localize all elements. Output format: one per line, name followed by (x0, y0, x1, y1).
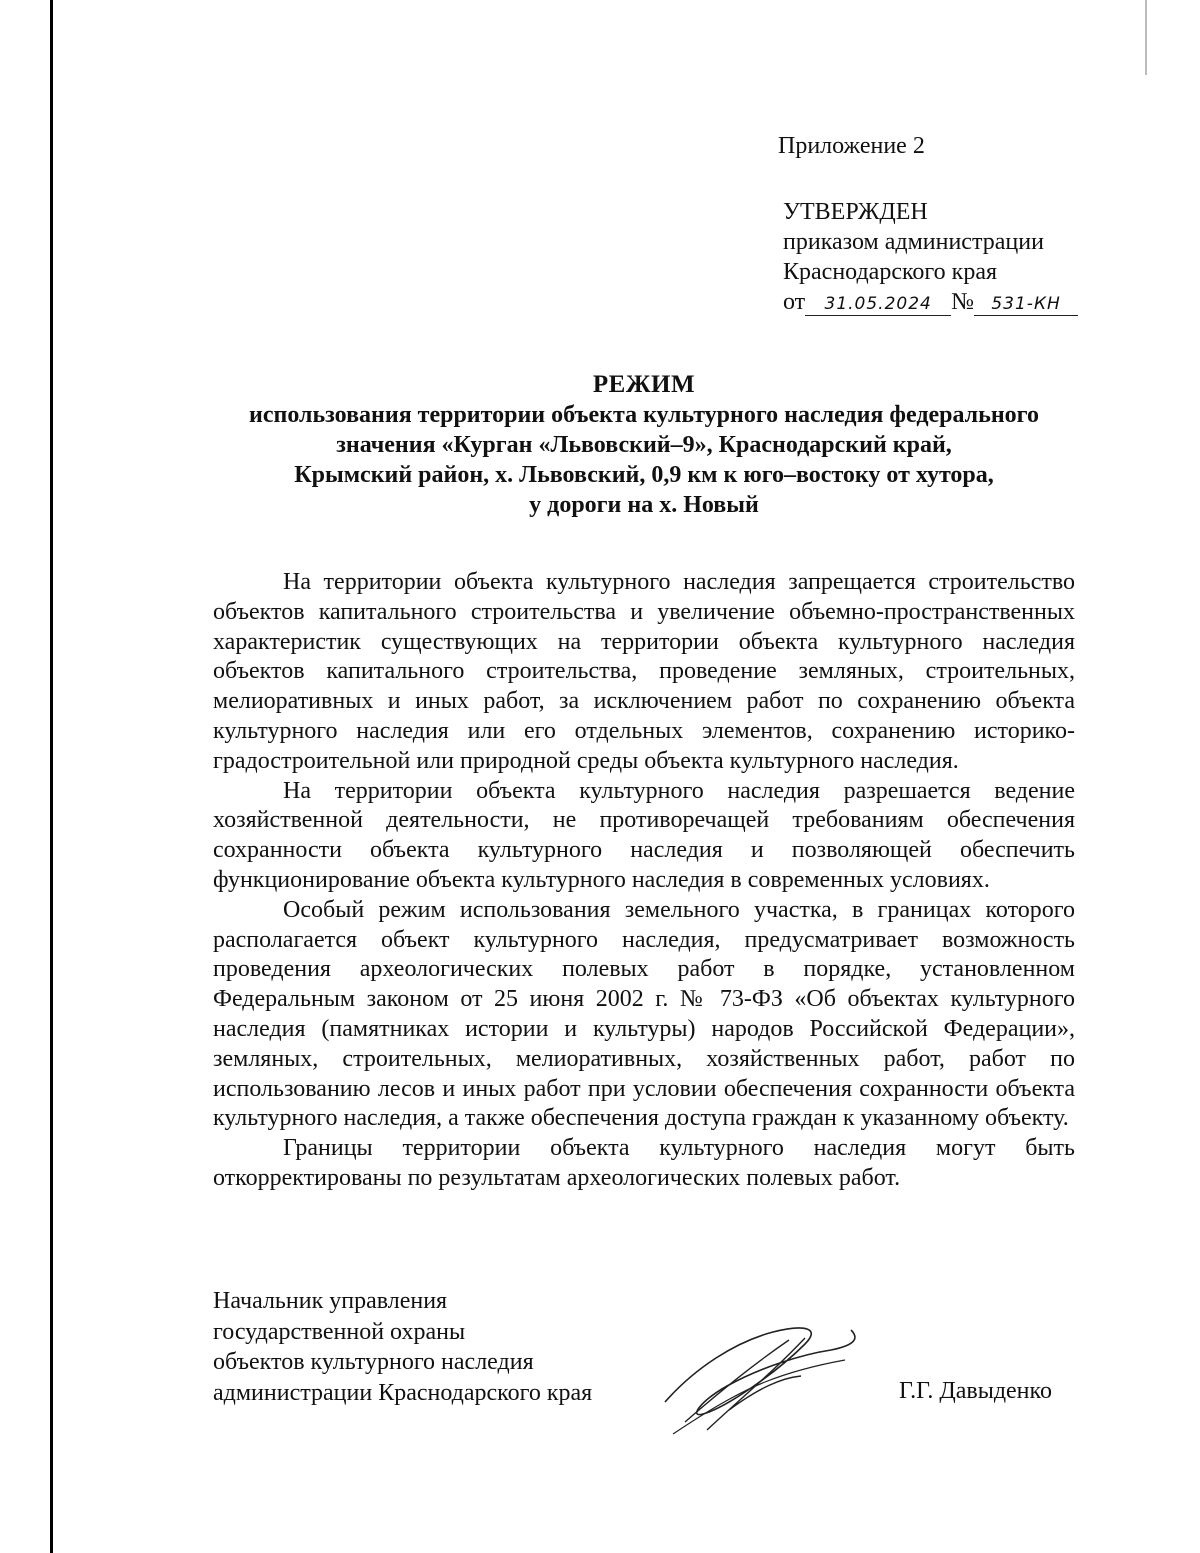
signer-name: Г.Г. Давыденко (899, 1378, 1052, 1404)
title-line: значения «Курган «Львовский–9», Краснодарский край, (336, 432, 952, 458)
handwritten-number: 531-КН (974, 293, 1078, 316)
annex-label: Приложение 2 (778, 133, 925, 159)
paragraph: На территории объекта культурного наследия разрешается ведение хозяйственной деятельности, не противоречащей требованиям обеспечения сохранности объекта культурного наследия и позволяющей обеспечить функционирование объекта культурного наследия в современных условиях. (213, 777, 1075, 893)
approval-line-2: Краснодарского края (783, 259, 998, 285)
scan-border-left (50, 0, 53, 1553)
paragraph: Границы территории объекта культурного наследия могут быть откорректированы по результатам археологических полевых работ. (213, 1135, 1075, 1191)
paragraph: На территории объекта культурного наследия запрещается строительство объектов капитального строительства и увеличение объемно-пространственных характеристик существующих на территории объекта культурного наследия объектов капитального строительства, проведение земляных, строительных, мелиоративных и иных работ, за исключением работ по сохранению объекта культурного наследия или его отдельных элементов, сохранению историко-градостроительной или природной среды объекта культурного наследия. (213, 569, 1075, 774)
position-line: объектов культурного наследия (213, 1349, 534, 1375)
title-line: использования территории объекта культурного наследия федерального (249, 402, 1039, 428)
position-line: государственной охраны (213, 1318, 466, 1345)
title-line: у дороги на х. Новый (529, 492, 759, 518)
document-body (213, 568, 1075, 1194)
handwritten-signature (655, 1310, 865, 1438)
scan-border-right (1145, 0, 1147, 75)
document-title (212, 370, 1076, 520)
approval-block (783, 197, 1078, 317)
handwritten-date: 31.05.2024 (805, 293, 951, 316)
approval-line-1: приказом администрации (783, 229, 1044, 255)
approval-date-line (783, 287, 1078, 317)
position-line: администрации Краснодарского края (213, 1379, 593, 1406)
position-line: Начальник управления (213, 1288, 448, 1314)
title-main: РЕЖИМ (592, 371, 696, 398)
signatory-position (213, 1286, 592, 1408)
date-prefix: от (783, 289, 806, 315)
paragraph: Особый режим использования земельного участка, в границах которого располагается объект культурного наследия, предусматривает возможность проведения археологических полевых работ в порядке, установленном Федеральным законом от 25 июня 2002 г. № 73-ФЗ «Об объектах культурного наследия (памятниках истории и культуры) народов Российской Федерации», земляных, строительных, мелиоративных, хозяйственных работ, работ по использованию лесов и иных работ при условии обеспечения сохранности объекта культурного наследия, а также обеспечения доступа граждан к указанному объекту. (213, 896, 1075, 1132)
approval-status: УТВЕРЖДЕН (783, 199, 928, 225)
number-prefix: № (951, 289, 975, 315)
title-line: Крымский район, х. Львовский, 0,9 км к юго–востоку от хутора, (294, 462, 994, 488)
